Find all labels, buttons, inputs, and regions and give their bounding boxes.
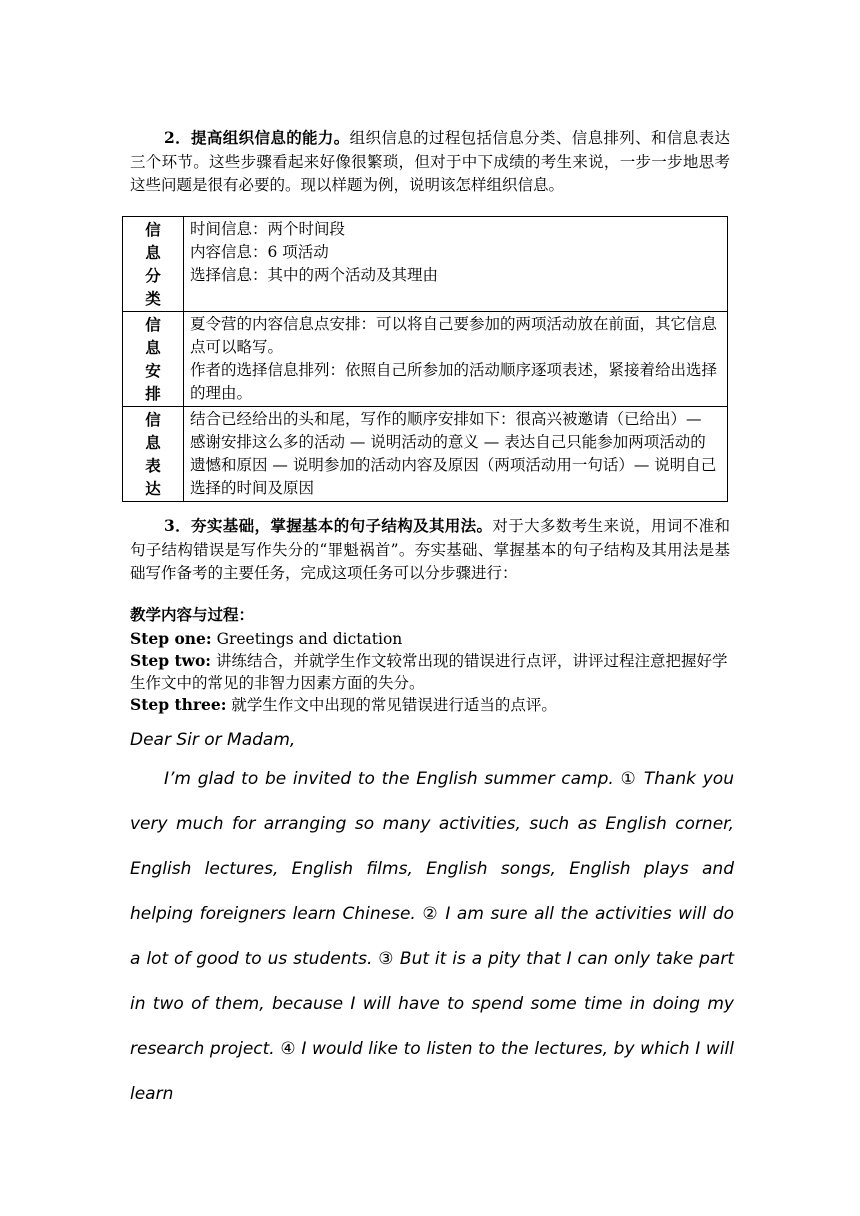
header-char: 类: [145, 289, 161, 308]
table-row: [123, 312, 728, 407]
header-char: 息: [145, 433, 161, 452]
letter-greeting: Dear Sir or Madam,: [130, 730, 296, 750]
step-two: [130, 650, 730, 694]
section-2-number: 2．: [164, 128, 192, 147]
row-header: [123, 407, 184, 502]
section-2-paragraph: [130, 126, 730, 198]
header-char: 分: [145, 266, 161, 285]
header-char: 信: [145, 315, 161, 334]
header-char: 息: [145, 338, 161, 357]
row-content: [184, 217, 728, 312]
content-line: 内容信息：6 项活动: [190, 243, 329, 261]
row-content: [184, 407, 728, 502]
step-one: [130, 628, 730, 650]
table-row: [123, 217, 728, 312]
section-2-title: 提高组织信息的能力。: [191, 128, 350, 147]
section-2-text: 组织信息的过程包括信息分类、信息排列、和信息表达三个环节。这些步骤看起来好像很繁琐，但对于中下成绩的考生来说，一步一步地思考这些问题是很有必要的。现以样题为例，说明该怎样组织信息。: [130, 129, 730, 194]
header-char: 息: [145, 243, 161, 262]
step-three: [130, 694, 730, 716]
header-char: 达: [145, 479, 161, 498]
step-label: Step three:: [130, 695, 227, 714]
section-3-paragraph: [130, 514, 730, 586]
content-line: 作者的选择信息排列：依照自己所参加的活动顺序逐项表述，紧接着给出选择的理由。: [190, 361, 718, 402]
sample-letter: [130, 723, 734, 1117]
section-3-title: 夯实基础，掌握基本的句子结构及其用法。: [191, 516, 493, 535]
content-line: 时间信息：两个时间段: [190, 220, 346, 238]
table-row: [123, 407, 728, 502]
letter-body: I’m glad to be invited to the English summer camp. ① Thank you very much for arranging so many activities, such as English corner, English lectures, English films, English songs, English plays and helping foreigners learn Chinese. ② I am sure all the activities will do a lot of good to us students. ③ But it is a pity that I can only take part in two of them, because I will have to spend some time in doing my research project. ④ I would like to listen to the lectures, by which I will learn: [130, 769, 734, 1104]
header-char: 安: [145, 361, 161, 380]
row-content: [184, 312, 728, 407]
content-line: 选择信息：其中的两个活动及其理由: [190, 266, 439, 284]
teaching-heading: 教学内容与过程：: [130, 605, 255, 624]
row-header: [123, 217, 184, 312]
content-line: 夏令营的内容信息点安排：可以将自己要参加的两项活动放在前面，其它信息点可以略写。: [190, 315, 718, 356]
section-3-text: 对于大多数考生来说，用词不准和句子结构错误是写作失分的“罪魁祸首”。夯实基础、掌握基本的句子结构及其用法是基础写作备考的主要任务，完成这项任务可以分步骤进行：: [130, 517, 730, 582]
header-char: 信: [145, 220, 161, 239]
step-label: Step two:: [130, 651, 212, 670]
step-text: 讲练结合，并就学生作文较常出现的错误进行点评，讲评过程注意把握好学生作文中的常见的非智力因素方面的失分。: [130, 652, 728, 692]
header-char: 排: [145, 384, 161, 403]
step-label: Step one:: [130, 629, 212, 648]
header-char: 信: [145, 410, 161, 429]
section-3-number: 3．: [164, 516, 192, 535]
row-header: [123, 312, 184, 407]
step-text: Greetings and dictation: [211, 630, 403, 648]
header-char: 表: [145, 456, 161, 475]
content-line: 结合已经给出的头和尾，写作的顺序安排如下：很高兴被邀请（已给出）— 感谢安排这么多的活动 — 说明活动的意义 — 表达自己只能参加两项活动的遗憾和原因 — 说明参加的活动内容及原因（两项活动用一句话）— 说明自己选择的时间及原因: [190, 410, 717, 497]
step-text: 就学生作文中出现的常见错误进行适当的点评。: [226, 696, 557, 714]
info-organization-table: [122, 216, 728, 502]
